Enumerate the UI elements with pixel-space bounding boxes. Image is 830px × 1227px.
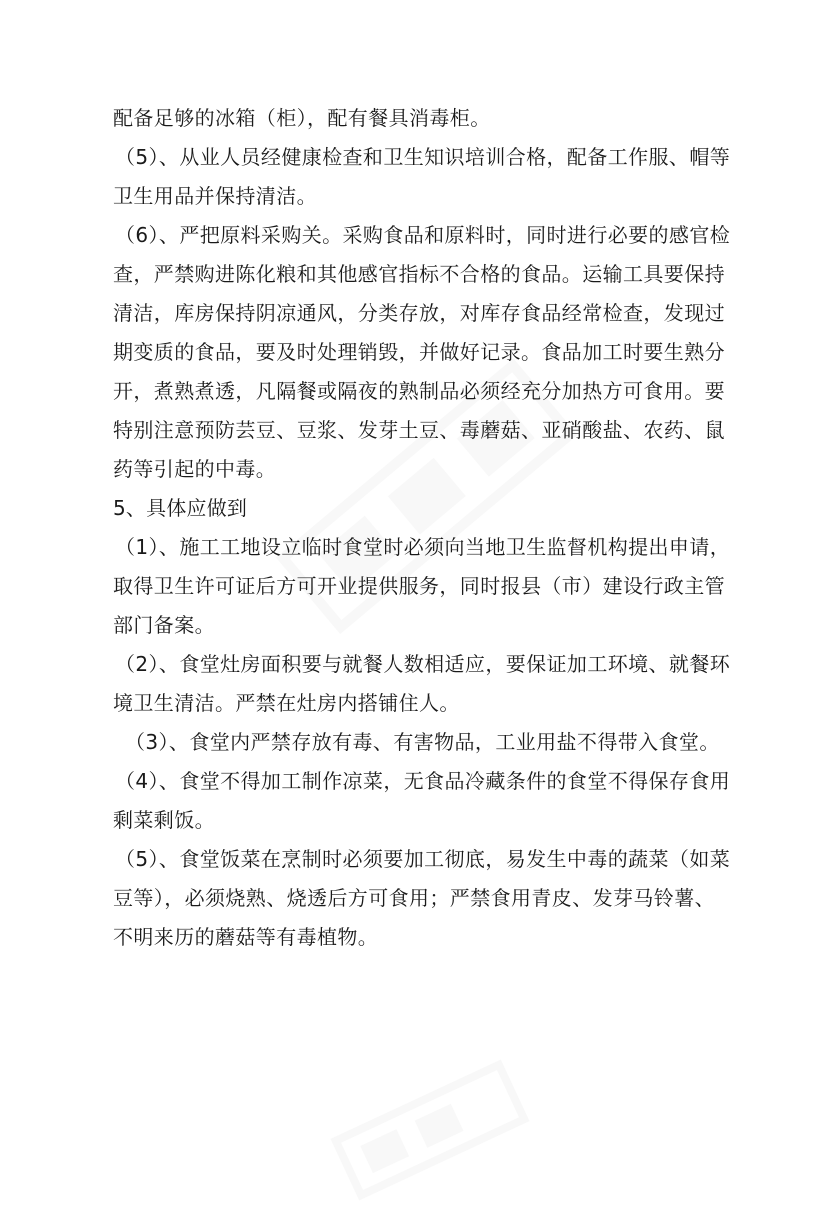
text-line: 取得卫生许可证后方可开业提供服务，同时报县（市）建设行政主管: [113, 574, 725, 598]
text-line: 不明来历的蘑菇等有毒植物。: [113, 925, 379, 949]
text-line: （2）、食堂灶房面积要与就餐人数相适应，要保证加工环境、就餐环: [115, 652, 731, 676]
text-line: 境卫生清洁。严禁在灶房内搭铺住人。: [113, 691, 460, 715]
text-line: （1）、施工工地设立临时食堂时必须向当地卫生监督机构提出申请，: [115, 535, 731, 559]
text-line: 药等引起的中毒。: [113, 457, 277, 481]
text-line: 配备足够的冰箱（柜），配有餐具消毒柜。: [113, 106, 491, 130]
text-line: 特别注意预防芸豆、豆浆、发芽土豆、毒蘑菇、亚硝酸盐、农药、鼠: [113, 418, 725, 442]
text-line: （6）、严把原料采购关。采购食品和原料时，同时进行必要的感官检: [115, 223, 731, 247]
document-body: [113, 106, 731, 964]
text-line: （3）、食堂内严禁存放有毒、有害物品，工业用盐不得带入食堂。: [125, 730, 720, 754]
text-line: 豆等），必须烧熟、烧透后方可食用；严禁食用青皮、发芽马铃薯、: [113, 886, 715, 910]
text-line: 期变质的食品，要及时处理销毁，并做好记录。食品加工时要生熟分: [113, 340, 725, 364]
watermark-stamp-bottom-icon: [314, 1033, 546, 1226]
text-line: 剩菜剩饭。: [113, 808, 215, 832]
section-heading: 5、具体应做到: [113, 496, 248, 520]
text-line: 部门备案。: [113, 613, 215, 637]
text-line: （5）、从业人员经健康检查和卫生知识培训合格，配备工作服、帽等: [115, 145, 731, 169]
text-line: 查，严禁购进陈化粮和其他感官指标不合格的食品。运输工具要保持: [113, 262, 725, 286]
text-line: （4）、食堂不得加工制作凉菜，无食品冷藏条件的食堂不得保存食用: [115, 769, 731, 793]
text-line: 开，煮熟煮透，凡隔餐或隔夜的熟制品必须经充分加热方可食用。要: [113, 379, 725, 403]
text-line: 卫生用品并保持清洁。: [113, 184, 317, 208]
text-line: （5）、食堂饭菜在烹制时必须要加工彻底，易发生中毒的蔬菜（如菜: [115, 847, 731, 871]
text-line: 清洁，库房保持阴凉通风，分类存放，对库存食品经常检查，发现过: [113, 301, 725, 325]
